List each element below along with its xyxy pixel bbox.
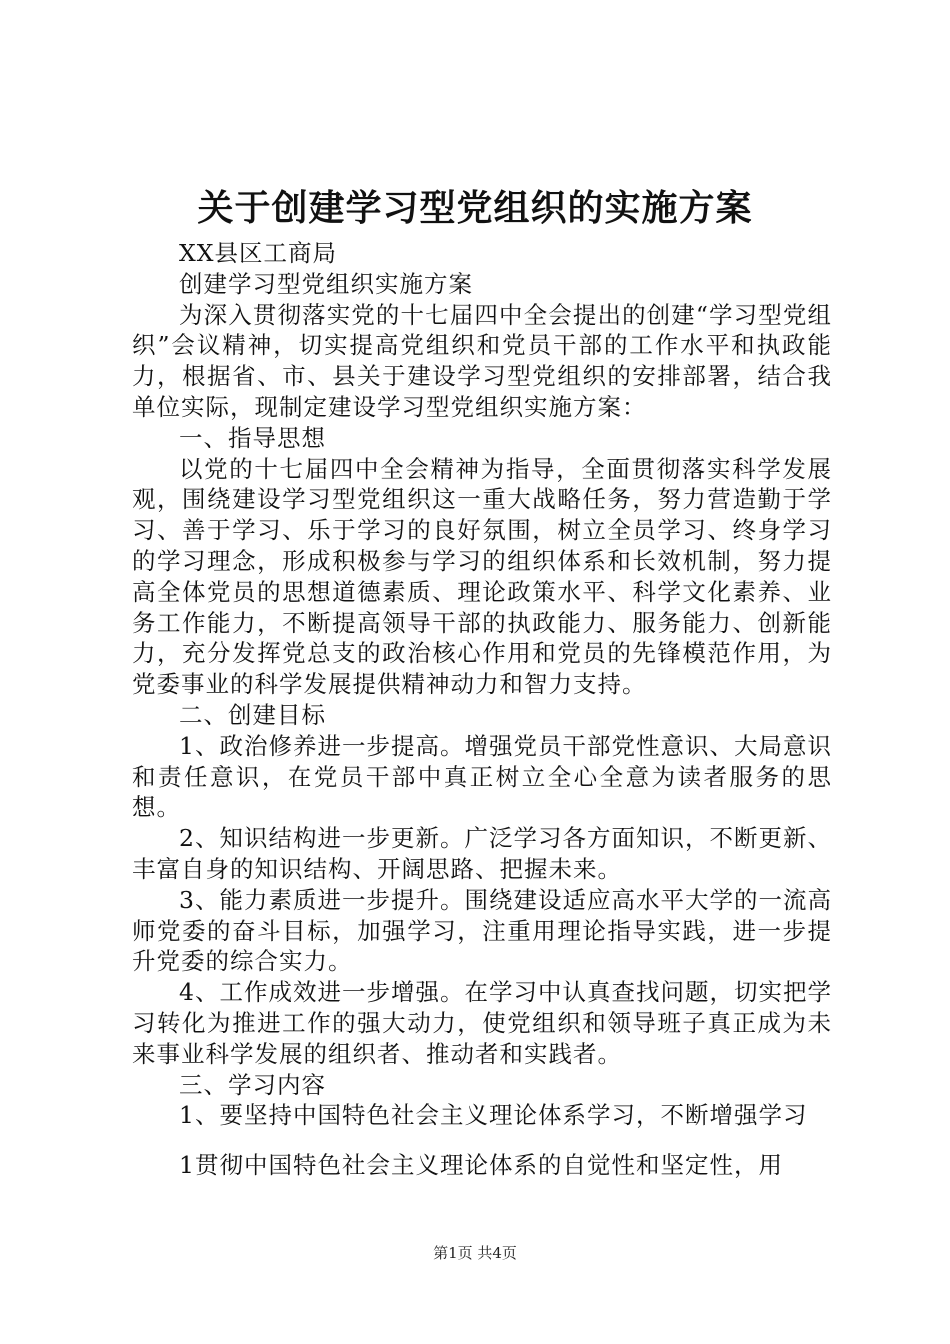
goal-item-3: 3、能力素质进一步提升。围绕建设适应高水平大学的一流高师党委的奋斗目标，加强学习，注重用理论指导实践，进一步提升党委的综合实力。 — [132, 885, 832, 976]
goal-item-4: 4、工作成效进一步增强。在学习中认真查找问题，切实把学习转化为推进工作的强大动力，使党组织和领导班子真正成为未来事业科学发展的组织者、推动者和实践者。 — [132, 978, 832, 1068]
section-heading-content: 三、学习内容 — [179, 1070, 326, 1099]
issuer-line: XX县区工商局 — [179, 239, 337, 267]
document-body — [132, 238, 832, 1131]
page-number-footer: 第1页 共4页 — [433, 1244, 517, 1262]
continuation-line: 1贯彻中国特色社会主义理论体系的自觉性和坚定性，用 — [179, 1151, 783, 1179]
content-item-1: 1、要坚持中国特色社会主义理论体系学习，不断增强学习 — [179, 1101, 808, 1130]
guiding-thought-paragraph: 以党的十七届四中全会精神为指导，全面贯彻落实科学发展观，围绕建设学习型党组织这一重大战略任务，努力营造勤于学习、善于学习、乐于学习的良好氛围，树立全员学习、终身学习的学习理念，形成积极参与学习的组织体系和长效机制，努力提高全体党员的思想道德素质、理论政策水平、科学文化素养、业务工作能力，不断提高领导干部的执政能力、服务能力、创新能力，充分发挥党总支的政治核心作用和党员的先锋模范作用，为党委事业的科学发展提供精神动力和智力支持。 — [132, 454, 832, 699]
subtitle-line: 创建学习型党组织实施方案 — [179, 269, 473, 298]
document-title: 关于创建学习型党组织的实施方案 — [197, 187, 753, 229]
section-heading-guiding-thought: 一、指导思想 — [179, 423, 326, 452]
goal-item-2: 2、知识结构进一步更新。广泛学习各方面知识，不断更新、丰富自身的知识结构、开阔思路、把握未来。 — [132, 824, 832, 883]
section-heading-goals: 二、创建目标 — [179, 700, 326, 729]
intro-paragraph: 为深入贯彻落实党的十七届四中全会提出的创建“学习型党组织”会议精神，切实提高党组织和党员干部的工作水平和执政能力，根据省、市、县关于建设学习型党组织的安排部署，结合我单位实际，现制定建设学习型党组织实施方案： — [132, 300, 832, 421]
goal-item-1: 1、政治修养进一步提高。增强党员干部党性意识、大局意识和责任意识，在党员干部中真正树立全心全意为读者服务的思想。 — [132, 731, 832, 822]
